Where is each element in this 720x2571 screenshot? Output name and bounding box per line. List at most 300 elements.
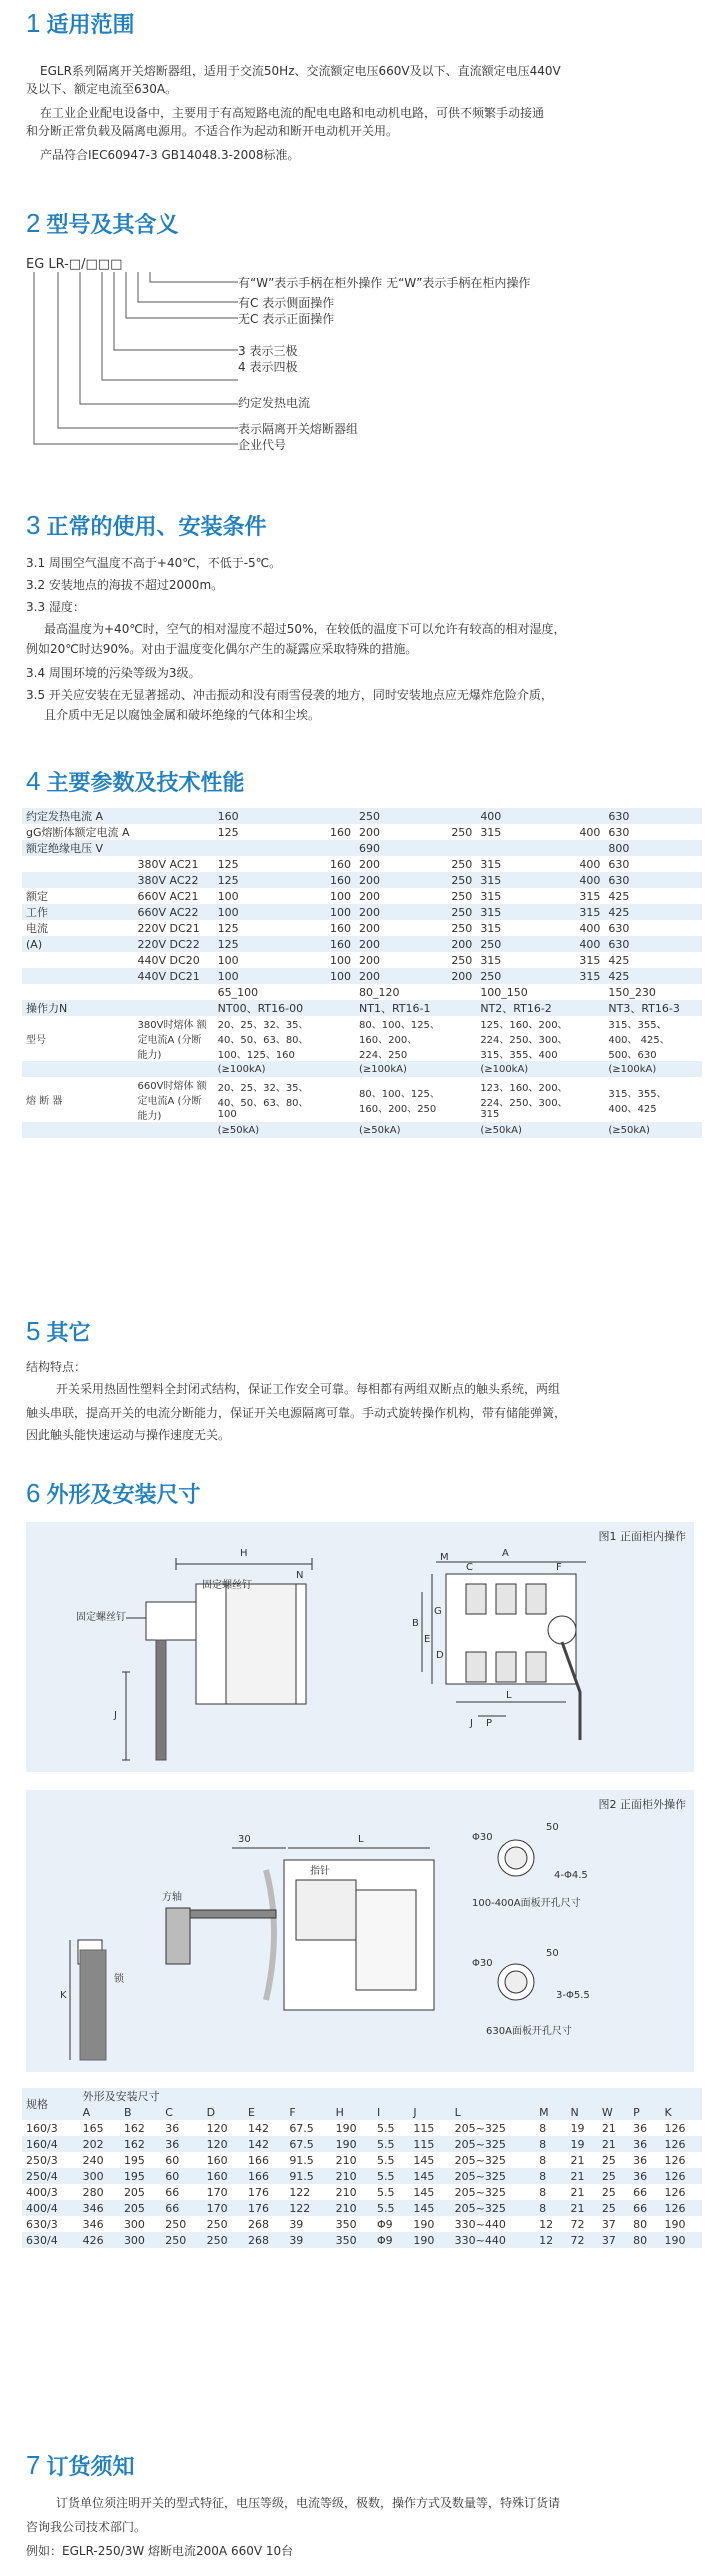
param-cell: 315 bbox=[480, 825, 502, 839]
param-cell: 315 bbox=[579, 889, 601, 903]
param-cell: 125 bbox=[217, 873, 239, 887]
s3-line-7: 且介质中无足以腐蚀金属和破坏绝缘的气体和尘埃。 bbox=[44, 708, 321, 722]
section-number: 7 bbox=[26, 2450, 41, 2480]
dim-cell: 400/4 bbox=[26, 2201, 58, 2215]
dim-cell: 160 bbox=[206, 2153, 228, 2167]
param-cell bbox=[447, 1000, 476, 1016]
dim-cell: 210 bbox=[335, 2169, 357, 2183]
param-row bbox=[22, 888, 702, 904]
figure-2-drawing bbox=[26, 1790, 694, 2072]
param-cell: 操作力N bbox=[26, 1002, 68, 1015]
fig2-label-phi30-2: Φ30 bbox=[472, 1958, 493, 1969]
param-cell: 200 bbox=[359, 969, 381, 983]
param-cell bbox=[575, 1016, 604, 1061]
param-cell: 315、355、400、 425、500、630 bbox=[608, 1020, 670, 1061]
fig1-label-screw-1: 固定螺丝钉 bbox=[202, 1580, 252, 1591]
model-item-6: 表示隔离开关熔断器组 bbox=[238, 422, 359, 436]
param-cell: 630 bbox=[608, 937, 630, 951]
dim-cell: 5.5 bbox=[376, 2201, 395, 2215]
section-7-heading bbox=[26, 2450, 134, 2481]
param-cell bbox=[22, 952, 134, 968]
s1-line-2: 在工业企业配电设备中，主要用于有高短路电流的配电电路和电动机电路，可供不频繁手动接通 bbox=[40, 106, 545, 120]
dim-cell: 122 bbox=[289, 2201, 311, 2215]
param-cell: 200 bbox=[359, 889, 381, 903]
param-cell bbox=[575, 1000, 604, 1016]
param-cell bbox=[575, 1077, 604, 1122]
param-cell: 425 bbox=[608, 889, 630, 903]
param-cell: (≥50kA) bbox=[480, 1124, 522, 1136]
dim-cell: 250/4 bbox=[26, 2169, 58, 2183]
param-cell: 400 bbox=[579, 873, 601, 887]
s5-line-1: 触头串联，提高开关的电流分断能力，保证开关电源隔离可靠。手动式旋转操作机构，带有储能弹簧， bbox=[26, 1406, 567, 1420]
parameter-table bbox=[22, 808, 702, 1138]
param-cell: 200 bbox=[359, 953, 381, 967]
param-cell: 100 bbox=[217, 953, 239, 967]
param-cell: 约定发热电流 A bbox=[26, 810, 104, 823]
dim-cell: 5.5 bbox=[376, 2137, 395, 2151]
dim-cell: 72 bbox=[570, 2217, 585, 2231]
param-cell: 100 bbox=[330, 889, 352, 903]
param-cell: 型号 bbox=[26, 1035, 46, 1046]
dim-cell: 21 bbox=[601, 2137, 616, 2151]
fig1-label-j2: J bbox=[470, 1718, 473, 1729]
param-cell: 160 bbox=[330, 873, 352, 887]
dim-cell: 176 bbox=[247, 2185, 269, 2199]
dim-cell: 160/3 bbox=[26, 2121, 58, 2135]
dim-cell: 205~325 bbox=[454, 2201, 506, 2215]
figure-2-panel bbox=[26, 1790, 694, 2072]
fig2-label-k: K bbox=[60, 1990, 67, 2001]
param-cell bbox=[326, 1000, 355, 1016]
dim-cell: 142 bbox=[247, 2137, 269, 2151]
dim-cell: 80 bbox=[633, 2233, 648, 2247]
dim-row bbox=[22, 2136, 702, 2152]
param-cell: NT00、RT16-00 bbox=[217, 1002, 304, 1015]
section-1-heading bbox=[26, 8, 134, 39]
dim-cell: 190 bbox=[664, 2233, 686, 2247]
dim-cell: 210 bbox=[335, 2185, 357, 2199]
model-item-7: 企业代号 bbox=[238, 438, 287, 452]
param-cell: 630 bbox=[608, 857, 630, 871]
fig1-label-j: J bbox=[114, 1710, 117, 1721]
s3-line-1: 3.2 安装地点的海拔不超过2000m。 bbox=[26, 578, 224, 592]
param-cell: 160 bbox=[330, 857, 352, 871]
param-cell bbox=[134, 1061, 214, 1077]
dim-cell: 21 bbox=[570, 2201, 585, 2215]
param-cell: 123、160、200、 224、250、300、 315 bbox=[480, 1083, 568, 1120]
dim-cell: 330~440 bbox=[454, 2217, 506, 2231]
dim-cell: 190 bbox=[413, 2217, 435, 2231]
param-cell: 220V DC22 bbox=[137, 937, 200, 951]
param-cell: 80_120 bbox=[359, 985, 400, 999]
s3-line-5: 3.4 周围环境的污染等级为3级。 bbox=[26, 666, 201, 680]
param-cell: 125 bbox=[217, 937, 239, 951]
param-cell: 800 bbox=[608, 841, 630, 855]
dim-cell: 120 bbox=[206, 2121, 228, 2135]
fig1-label-b: B bbox=[412, 1618, 419, 1629]
dimension-table bbox=[22, 2088, 702, 2248]
param-cell: 220V DC21 bbox=[137, 921, 200, 935]
dim-cell: 36 bbox=[633, 2137, 648, 2151]
model-item-4: 4 表示四极 bbox=[238, 360, 298, 374]
param-cell: 315 bbox=[579, 969, 601, 983]
param-row bbox=[22, 824, 702, 840]
dim-cell: 300 bbox=[82, 2169, 104, 2183]
param-row bbox=[22, 1122, 702, 1138]
fig2-label-50-1: 50 bbox=[546, 1822, 559, 1833]
param-cell: 20、25、32、35、 40、50、63、80、 100 bbox=[217, 1083, 309, 1120]
dim-column-header: K bbox=[664, 2105, 672, 2119]
param-cell: 160 bbox=[330, 825, 352, 839]
param-cell bbox=[694, 936, 702, 952]
dim-cell: 250/3 bbox=[26, 2153, 58, 2167]
dim-cell: 170 bbox=[206, 2201, 228, 2215]
param-cell bbox=[447, 1077, 476, 1122]
param-cell: 200 bbox=[451, 969, 473, 983]
dim-cell: 126 bbox=[664, 2153, 686, 2167]
param-cell bbox=[694, 888, 702, 904]
s1-line-0: EGLR系列隔离开关熔断器组，适用于交流50Hz、交流额定电压660V及以下、直流额定电压440V bbox=[40, 64, 561, 78]
param-cell: 125 bbox=[217, 825, 239, 839]
param-cell: 65_100 bbox=[217, 985, 259, 999]
param-cell bbox=[447, 808, 476, 824]
fig2-label-holes-2: 3-Φ5.5 bbox=[556, 1990, 590, 2001]
param-cell bbox=[694, 904, 702, 920]
dim-cell: 240 bbox=[82, 2153, 104, 2167]
dim-cell: 21 bbox=[570, 2185, 585, 2199]
param-cell: 630 bbox=[608, 873, 630, 887]
param-cell: 20、25、32、35、 40、50、63、80、 100、125、160 bbox=[217, 1020, 309, 1061]
section-title: 正常的使用、安装条件 bbox=[46, 515, 267, 540]
param-cell: NT2、RT16-2 bbox=[480, 1002, 552, 1015]
dim-cell: 250 bbox=[165, 2233, 187, 2247]
dim-cell: 37 bbox=[601, 2217, 616, 2231]
fig1-label-n: N bbox=[296, 1570, 304, 1581]
param-cell: 425 bbox=[608, 969, 630, 983]
model-item-1: 有C 表示侧面操作 bbox=[238, 296, 335, 310]
section-number: 4 bbox=[26, 766, 41, 796]
dim-cell: 426 bbox=[82, 2233, 104, 2247]
dim-cell: 12 bbox=[539, 2217, 554, 2231]
fig1-label-screw-2: 固定螺丝钉 bbox=[76, 1612, 126, 1623]
param-cell: 200 bbox=[451, 937, 473, 951]
param-cell: 200 bbox=[359, 921, 381, 935]
figure-1-caption: 图1 正面柜内操作 bbox=[598, 1530, 686, 1543]
param-cell: 425 bbox=[608, 905, 630, 919]
dim-cell: 25 bbox=[601, 2169, 616, 2183]
param-cell: 315 bbox=[480, 921, 502, 935]
dim-cell: 205 bbox=[123, 2201, 145, 2215]
dim-cell: 165 bbox=[82, 2121, 104, 2135]
dim-cell: 8 bbox=[539, 2121, 547, 2135]
dim-cell: 36 bbox=[633, 2121, 648, 2135]
param-cell: (≥100kA) bbox=[359, 1063, 407, 1075]
dim-cell: 346 bbox=[82, 2217, 104, 2231]
param-cell: 400 bbox=[579, 921, 601, 935]
section-2-heading bbox=[26, 208, 178, 239]
fig2-label-shaft: 方轴 bbox=[162, 1892, 182, 1903]
param-cell: 315 bbox=[579, 953, 601, 967]
dim-cell: 160 bbox=[206, 2169, 228, 2183]
dim-cell: 210 bbox=[335, 2201, 357, 2215]
param-cell bbox=[134, 824, 214, 840]
param-cell: 250 bbox=[451, 857, 473, 871]
s3-line-0: 3.1 周围空气温度不高于+40℃，不低于-5℃。 bbox=[26, 556, 282, 570]
param-row bbox=[22, 984, 702, 1000]
param-cell: (≥100kA) bbox=[608, 1063, 657, 1075]
section-5-heading bbox=[26, 1316, 90, 1347]
dim-cell: 330~440 bbox=[454, 2233, 506, 2247]
section-6-heading bbox=[26, 1478, 200, 1509]
dim-cell: 67.5 bbox=[289, 2121, 314, 2135]
dim-cell: 21 bbox=[570, 2153, 585, 2167]
dim-cell: 39 bbox=[289, 2217, 304, 2231]
fig1-label-l: L bbox=[506, 1690, 512, 1701]
param-cell bbox=[214, 840, 326, 856]
fig2-label-50-2: 50 bbox=[546, 1948, 559, 1959]
param-cell: 660V AC22 bbox=[137, 905, 199, 919]
param-cell bbox=[447, 1061, 476, 1077]
s3-line-2: 3.3 湿度： bbox=[26, 600, 85, 614]
param-row bbox=[22, 1016, 702, 1061]
param-cell bbox=[694, 984, 702, 1000]
fig2-label-lock: 锁 bbox=[114, 1974, 124, 1985]
param-cell: 100 bbox=[330, 905, 352, 919]
s1-line-3: 和分断正常负载及隔离电源用。不适合作为起动和断开电动机开关用。 bbox=[26, 124, 399, 138]
dim-cell: 300 bbox=[123, 2233, 145, 2247]
param-cell bbox=[22, 984, 134, 1000]
dim-cell: 25 bbox=[601, 2201, 616, 2215]
fig2-label-l: L bbox=[358, 1834, 364, 1845]
s1-line-4: 产品符合IEC60947-3 GB14048.3-2008标准。 bbox=[40, 148, 300, 162]
param-cell: 660V时熔体 额定电流A (分断能力) bbox=[137, 1081, 207, 1122]
param-cell: 315 bbox=[480, 889, 502, 903]
param-cell: 125、160、200、 224、250、300、 315、355、400 bbox=[480, 1020, 568, 1061]
dim-cell: 21 bbox=[570, 2169, 585, 2183]
param-cell bbox=[694, 840, 702, 856]
s5-line-2: 因此触头能快速运动与操作速度无关。 bbox=[26, 1428, 231, 1442]
dim-cell: 190 bbox=[413, 2233, 435, 2247]
model-item-0: 有“W”表示手柄在柜外操作 无“W”表示手柄在柜内操作 bbox=[238, 276, 531, 290]
param-cell: 250 bbox=[451, 873, 473, 887]
dim-cell: 19 bbox=[570, 2121, 585, 2135]
s3-line-4: 例如20℃时达90%。对由于温度变化偶尔产生的凝露应采取特殊的措施。 bbox=[26, 642, 418, 656]
dim-cell: 12 bbox=[539, 2233, 554, 2247]
dim-cell: 162 bbox=[123, 2137, 145, 2151]
param-cell bbox=[694, 1000, 702, 1016]
param-cell: 425 bbox=[608, 953, 630, 967]
dim-column-header: L bbox=[454, 2105, 461, 2119]
fig1-label-c: C bbox=[466, 1562, 473, 1573]
model-item-2: 无C 表示正面操作 bbox=[238, 312, 335, 326]
param-cell bbox=[694, 1122, 702, 1138]
dim-header-row bbox=[22, 2088, 702, 2104]
param-row bbox=[22, 968, 702, 984]
dim-row bbox=[22, 2232, 702, 2248]
dim-group-header: 外形及安装尺寸 bbox=[82, 2090, 160, 2103]
dim-columns-row bbox=[22, 2104, 702, 2120]
param-cell: (≥50kA) bbox=[608, 1124, 650, 1136]
dim-cell: 8 bbox=[539, 2201, 547, 2215]
param-cell: 250 bbox=[451, 953, 473, 967]
dim-cell: 36 bbox=[633, 2169, 648, 2183]
dim-cell: 195 bbox=[123, 2153, 145, 2167]
dim-cell: 91.5 bbox=[289, 2169, 314, 2183]
dim-cell: 190 bbox=[664, 2217, 686, 2231]
fig1-label-d: D bbox=[436, 1650, 444, 1661]
section-number: 1 bbox=[26, 8, 41, 38]
param-cell: 630 bbox=[608, 825, 630, 839]
s7-line-2: 例如：EGLR-250/3W 熔断电流200A 660V 10台 bbox=[26, 2544, 294, 2558]
param-cell bbox=[694, 872, 702, 888]
param-cell: 630 bbox=[608, 809, 630, 823]
dim-cell: 350 bbox=[335, 2233, 357, 2247]
dim-cell: 39 bbox=[289, 2233, 304, 2247]
param-cell: 125 bbox=[217, 857, 239, 871]
dim-cell: 170 bbox=[206, 2185, 228, 2199]
dim-spec-header: 规格 bbox=[26, 2098, 48, 2111]
dim-cell: 630/3 bbox=[26, 2217, 58, 2231]
fig1-label-e: E bbox=[424, 1634, 431, 1645]
dim-cell: 126 bbox=[664, 2121, 686, 2135]
param-row bbox=[22, 872, 702, 888]
param-cell: 200 bbox=[359, 873, 381, 887]
section-title: 订货须知 bbox=[46, 2455, 135, 2480]
param-cell: 315 bbox=[480, 953, 502, 967]
param-cell: 80、100、125、 160、200、250 bbox=[359, 1088, 440, 1115]
s7-line-1: 咨询我公司技术部门。 bbox=[26, 2520, 147, 2534]
section-number: 2 bbox=[26, 208, 41, 238]
param-row bbox=[22, 904, 702, 920]
param-cell: 工作 bbox=[26, 906, 48, 919]
param-cell: gG熔断体额定电流 A bbox=[26, 826, 130, 839]
param-row bbox=[22, 936, 702, 952]
section-title: 外形及安装尺寸 bbox=[46, 1483, 201, 1508]
dim-cell: 202 bbox=[82, 2137, 104, 2151]
section-number: 3 bbox=[26, 510, 41, 540]
dim-cell: 66 bbox=[165, 2185, 180, 2199]
dim-cell: 190 bbox=[335, 2121, 357, 2135]
dim-column-header: W bbox=[601, 2105, 613, 2119]
param-cell bbox=[447, 840, 476, 856]
param-cell: 400 bbox=[579, 937, 601, 951]
dim-cell: 145 bbox=[413, 2185, 435, 2199]
dim-cell: 205~325 bbox=[454, 2169, 506, 2183]
param-cell: (≥100kA) bbox=[217, 1063, 266, 1075]
dim-cell: 280 bbox=[82, 2185, 104, 2199]
section-title: 主要参数及技术性能 bbox=[46, 771, 245, 796]
param-cell bbox=[694, 1016, 702, 1061]
fig1-label-p: P bbox=[486, 1718, 493, 1729]
dim-column-header: F bbox=[289, 2105, 296, 2119]
dim-row bbox=[22, 2216, 702, 2232]
param-cell: 315 bbox=[480, 905, 502, 919]
param-cell: 315、355、 400、425 bbox=[608, 1088, 667, 1115]
s7-line-0: 订货单位须注明开关的型式特征，电压等级，电流等级，极数，操作方式及数量等，特殊订货请 bbox=[56, 2496, 561, 2510]
param-cell: (≥50kA) bbox=[217, 1124, 260, 1136]
dim-cell: 126 bbox=[664, 2169, 686, 2183]
param-cell: 80、100、125、 160、200、 224、250 bbox=[359, 1020, 440, 1061]
param-cell: NT3、RT16-3 bbox=[608, 1002, 680, 1015]
param-cell bbox=[22, 872, 134, 888]
model-code: EG LR-□/□□□ bbox=[26, 257, 123, 272]
param-cell bbox=[694, 824, 702, 840]
param-cell bbox=[326, 840, 355, 856]
param-cell: 100 bbox=[217, 889, 239, 903]
param-cell: 250 bbox=[451, 889, 473, 903]
dim-cell: 19 bbox=[570, 2137, 585, 2151]
section-title: 适用范围 bbox=[46, 13, 135, 38]
dim-column-header: J bbox=[413, 2105, 417, 2119]
param-cell bbox=[694, 968, 702, 984]
param-cell bbox=[575, 1061, 604, 1077]
param-cell bbox=[134, 1122, 214, 1138]
param-row bbox=[22, 1061, 702, 1077]
param-cell: 200 bbox=[359, 937, 381, 951]
param-cell bbox=[694, 808, 702, 824]
dim-cell: 126 bbox=[664, 2201, 686, 2215]
dim-cell: 25 bbox=[601, 2153, 616, 2167]
dim-cell: 5.5 bbox=[376, 2121, 395, 2135]
dim-column-header: M bbox=[539, 2105, 549, 2119]
param-cell: 315 bbox=[579, 905, 601, 919]
section-title: 其它 bbox=[46, 1321, 91, 1346]
dim-row bbox=[22, 2152, 702, 2168]
param-row bbox=[22, 808, 702, 824]
dim-cell: 300 bbox=[123, 2217, 145, 2231]
param-cell: 630 bbox=[608, 921, 630, 935]
param-cell: 250 bbox=[480, 937, 502, 951]
param-cell bbox=[694, 952, 702, 968]
model-item-3: 3 表示三极 bbox=[238, 344, 298, 358]
param-row bbox=[22, 952, 702, 968]
param-cell bbox=[447, 1016, 476, 1061]
dim-cell: 8 bbox=[539, 2185, 547, 2199]
param-cell: 250 bbox=[451, 905, 473, 919]
dim-cell: 145 bbox=[413, 2153, 435, 2167]
model-item-5: 约定发热电流 bbox=[238, 396, 311, 410]
figure-2-caption: 图2 正面柜外操作 bbox=[598, 1798, 686, 1811]
param-row bbox=[22, 1077, 702, 1122]
section-number: 5 bbox=[26, 1316, 41, 1346]
dim-cell: 166 bbox=[247, 2153, 269, 2167]
param-cell: 200 bbox=[359, 857, 381, 871]
param-cell: 100 bbox=[217, 905, 239, 919]
dim-cell: Φ9 bbox=[376, 2233, 393, 2247]
dim-cell: 8 bbox=[539, 2137, 547, 2151]
param-cell bbox=[134, 984, 214, 1000]
param-cell bbox=[476, 840, 575, 856]
param-cell bbox=[22, 1122, 134, 1138]
param-cell bbox=[134, 840, 214, 856]
param-cell bbox=[134, 1000, 214, 1016]
param-cell: NT1、RT16-1 bbox=[359, 1002, 431, 1015]
param-cell bbox=[694, 1077, 702, 1122]
dim-column-header: A bbox=[82, 2105, 91, 2119]
dim-cell: 5.5 bbox=[376, 2169, 395, 2183]
param-cell: 160 bbox=[330, 937, 352, 951]
fig1-label-h: H bbox=[240, 1548, 248, 1559]
param-cell bbox=[326, 1016, 355, 1061]
dim-cell: 66 bbox=[633, 2201, 648, 2215]
dim-row bbox=[22, 2200, 702, 2216]
param-cell: 100 bbox=[330, 953, 352, 967]
param-cell bbox=[694, 1061, 702, 1077]
dim-cell: 66 bbox=[633, 2185, 648, 2199]
s3-line-3: 最高温度为+40℃时，空气的相对湿度不超过50%，在较低的温度下可以允许有较高的相对湿度， bbox=[44, 622, 566, 636]
param-cell bbox=[326, 808, 355, 824]
param-cell: 125 bbox=[217, 921, 239, 935]
